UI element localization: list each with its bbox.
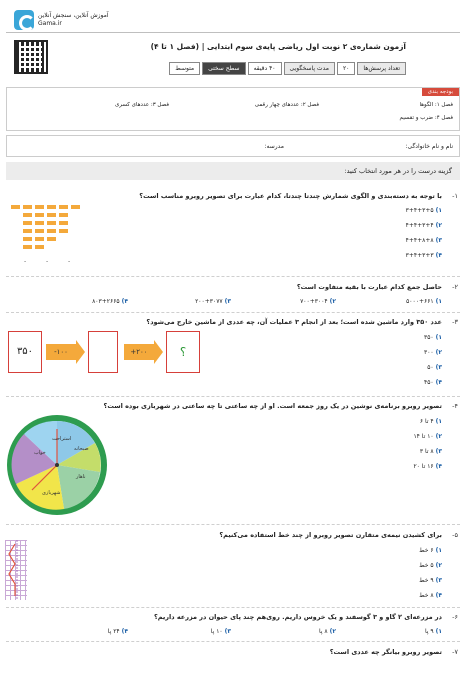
q7-number: ۷- [452,648,458,656]
student-box [6,135,460,157]
q5-text: برای کشیدن نیمه‌ی متقارن تصویر روبرو از چند خط استفاده می‌کنیم؟ [219,531,442,539]
minus-100-arrow: -۱۰۰ [46,344,76,360]
q4-option-4[interactable]: ۴) ۱۶ تا ۲۰ [413,463,442,470]
exam-title: آزمون شماره‌ی ۲ نوبت اول ریاضی پایه‌ی سوم ابتدایی | (فصل ۱ تا ۴) [150,42,406,51]
school-label: مدرسه: [264,143,284,150]
section-1: فصل ۱: الگوها [419,102,453,108]
machine-output-box: ؟ [166,331,200,373]
section-3: فصل ۳: عددهای کسری [115,102,169,108]
q2-option-2[interactable]: ۲) ۷۰۰+۳۰۰۴ [300,298,336,305]
clock-label-breakfast: صبحانه [74,446,89,452]
meta-count-value: ۲۰ [337,62,355,75]
q1-option-1[interactable]: ۱) ۳+۴+۳+۵ [405,207,442,214]
q5-option-3[interactable]: ۳) ۹ خط [419,577,442,584]
q1-option-4[interactable]: ۴) ۳+۴+۳+۳ [405,252,442,259]
q1-text: با توجه به دسته‌بندی و الگوی شمارش چندتا چندتا، کدام عبارت برای تصویر روبرو مناسب است؟ [139,192,442,200]
clock-label-park: شهربازی [42,490,61,496]
clock-label-lunch: ناهار [76,474,86,480]
section-2: فصل ۲: عددهای چهار رقمی [254,102,319,108]
student-name-label: نام و نام خانوادگی: [405,143,453,150]
budget-box [6,87,460,131]
q3-option-3[interactable]: ۳) ۵۰ [427,364,442,371]
header-divider [6,32,460,33]
gama-logo-icon [14,10,34,30]
q4-number: ۴- [452,402,458,410]
q6-option-1[interactable]: ۱) ۹ پا [425,628,442,635]
q4-option-2[interactable]: ۲) ۱۰ تا ۱۴ [413,433,442,440]
meta-duration-label: مدت پاسخگویی [284,62,335,75]
q7-text: تصویر روبرو بیانگر چه عددی است؟ [329,648,442,656]
q6-number: ۶- [452,613,458,621]
plus-200-arrow: +۲۰۰ [124,344,154,360]
brand-tagline: آموزش آنلاین، سنجش آنلاین [38,12,109,19]
clock-label-sleep: خواب [34,450,46,456]
q3-number: ۳- [452,318,458,326]
half-shape-icon [5,540,27,600]
q4-option-3[interactable]: ۳) ۸ تا ۳ [419,448,442,455]
q4-text: تصویر روبرو برنامه‌ی نوشین در یک روز جمعه است. او از چه ساعتی تا چه ساعتی در شهربازی بوده است؟ [103,402,442,410]
q6-option-3[interactable]: ۳) ۱۰ پا [210,628,231,635]
meta-duration-value: ۴۰ دقیقه [248,62,282,75]
q1-number: ۱- [452,192,458,200]
machine-input-box: ۳۵۰ [8,331,42,373]
q5-number: ۵- [452,531,458,539]
qr-code-icon [14,40,48,74]
q2-number: ۲- [452,283,458,291]
q5-option-1[interactable]: ۱) ۶ خط [419,547,442,554]
q5-option-2[interactable]: ۲) ۵ خط [419,562,442,569]
q3-option-2[interactable]: ۲) ۳۰۰ [423,349,442,356]
instruction-banner: گزینه درست را در هر مورد انتخاب کنید: [6,162,460,180]
q5-option-4[interactable]: ۴) ۸ خط [419,592,442,599]
q6-option-4[interactable]: ۴) ۲۴ پا [107,628,128,635]
q2-option-4[interactable]: ۴) ۸۰۳+۲۶۶۵ [92,298,128,305]
brand-site: Gama.ir [38,20,62,27]
q4-option-1[interactable]: ۱) ۴ تا ۶ [419,418,442,425]
q2-option-1[interactable]: ۱) ۵۰۰۰+۶۶۱ [406,298,442,305]
exam-meta [169,62,406,75]
q3-option-4[interactable]: ۴) ۴۵۰ [423,379,442,386]
meta-count-label: تعداد پرسش‌ها [357,62,406,75]
q2-option-3[interactable]: ۳) ۲۰۰+۳۰۷۷ [195,298,231,305]
q1-option-2[interactable]: ۲) ۴+۴+۳+۴ [405,222,442,229]
q2-text: حاصل جمع کدام عبارت با بقیه متفاوت است؟ [296,283,442,291]
meta-level-label: سطح سختی [202,62,245,75]
daily-clock-chart [4,412,110,518]
budget-badge: بودجه بندی [422,88,459,96]
q1-option-3[interactable]: ۳) ۴+۴+۸+۸ [405,237,442,244]
brand [14,10,109,30]
q6-text: در مزرعه‌ای ۲ گاو و ۳ گوسفند و یک خروس داریم. روی‌هم چند پای حیوان در مزرعه داریم؟ [153,613,442,621]
q6-option-2[interactable]: ۲) ۸ پا [319,628,336,635]
q3-option-1[interactable]: ۱) ۳۵۰ [423,334,442,341]
meta-level-value: متوسط [169,62,200,75]
clock-label-rest: استراحت [52,436,72,442]
section-4: فصل ۴: ضرب و تقسیم [399,115,453,121]
q3-text: عدد ۳۵۰ وارد ماشین شده است؛ بعد از انجام ۳ عملیات آن، چه عددی از ماشین خارج می‌شود؟ [146,318,442,326]
machine-blank-box [88,331,118,373]
